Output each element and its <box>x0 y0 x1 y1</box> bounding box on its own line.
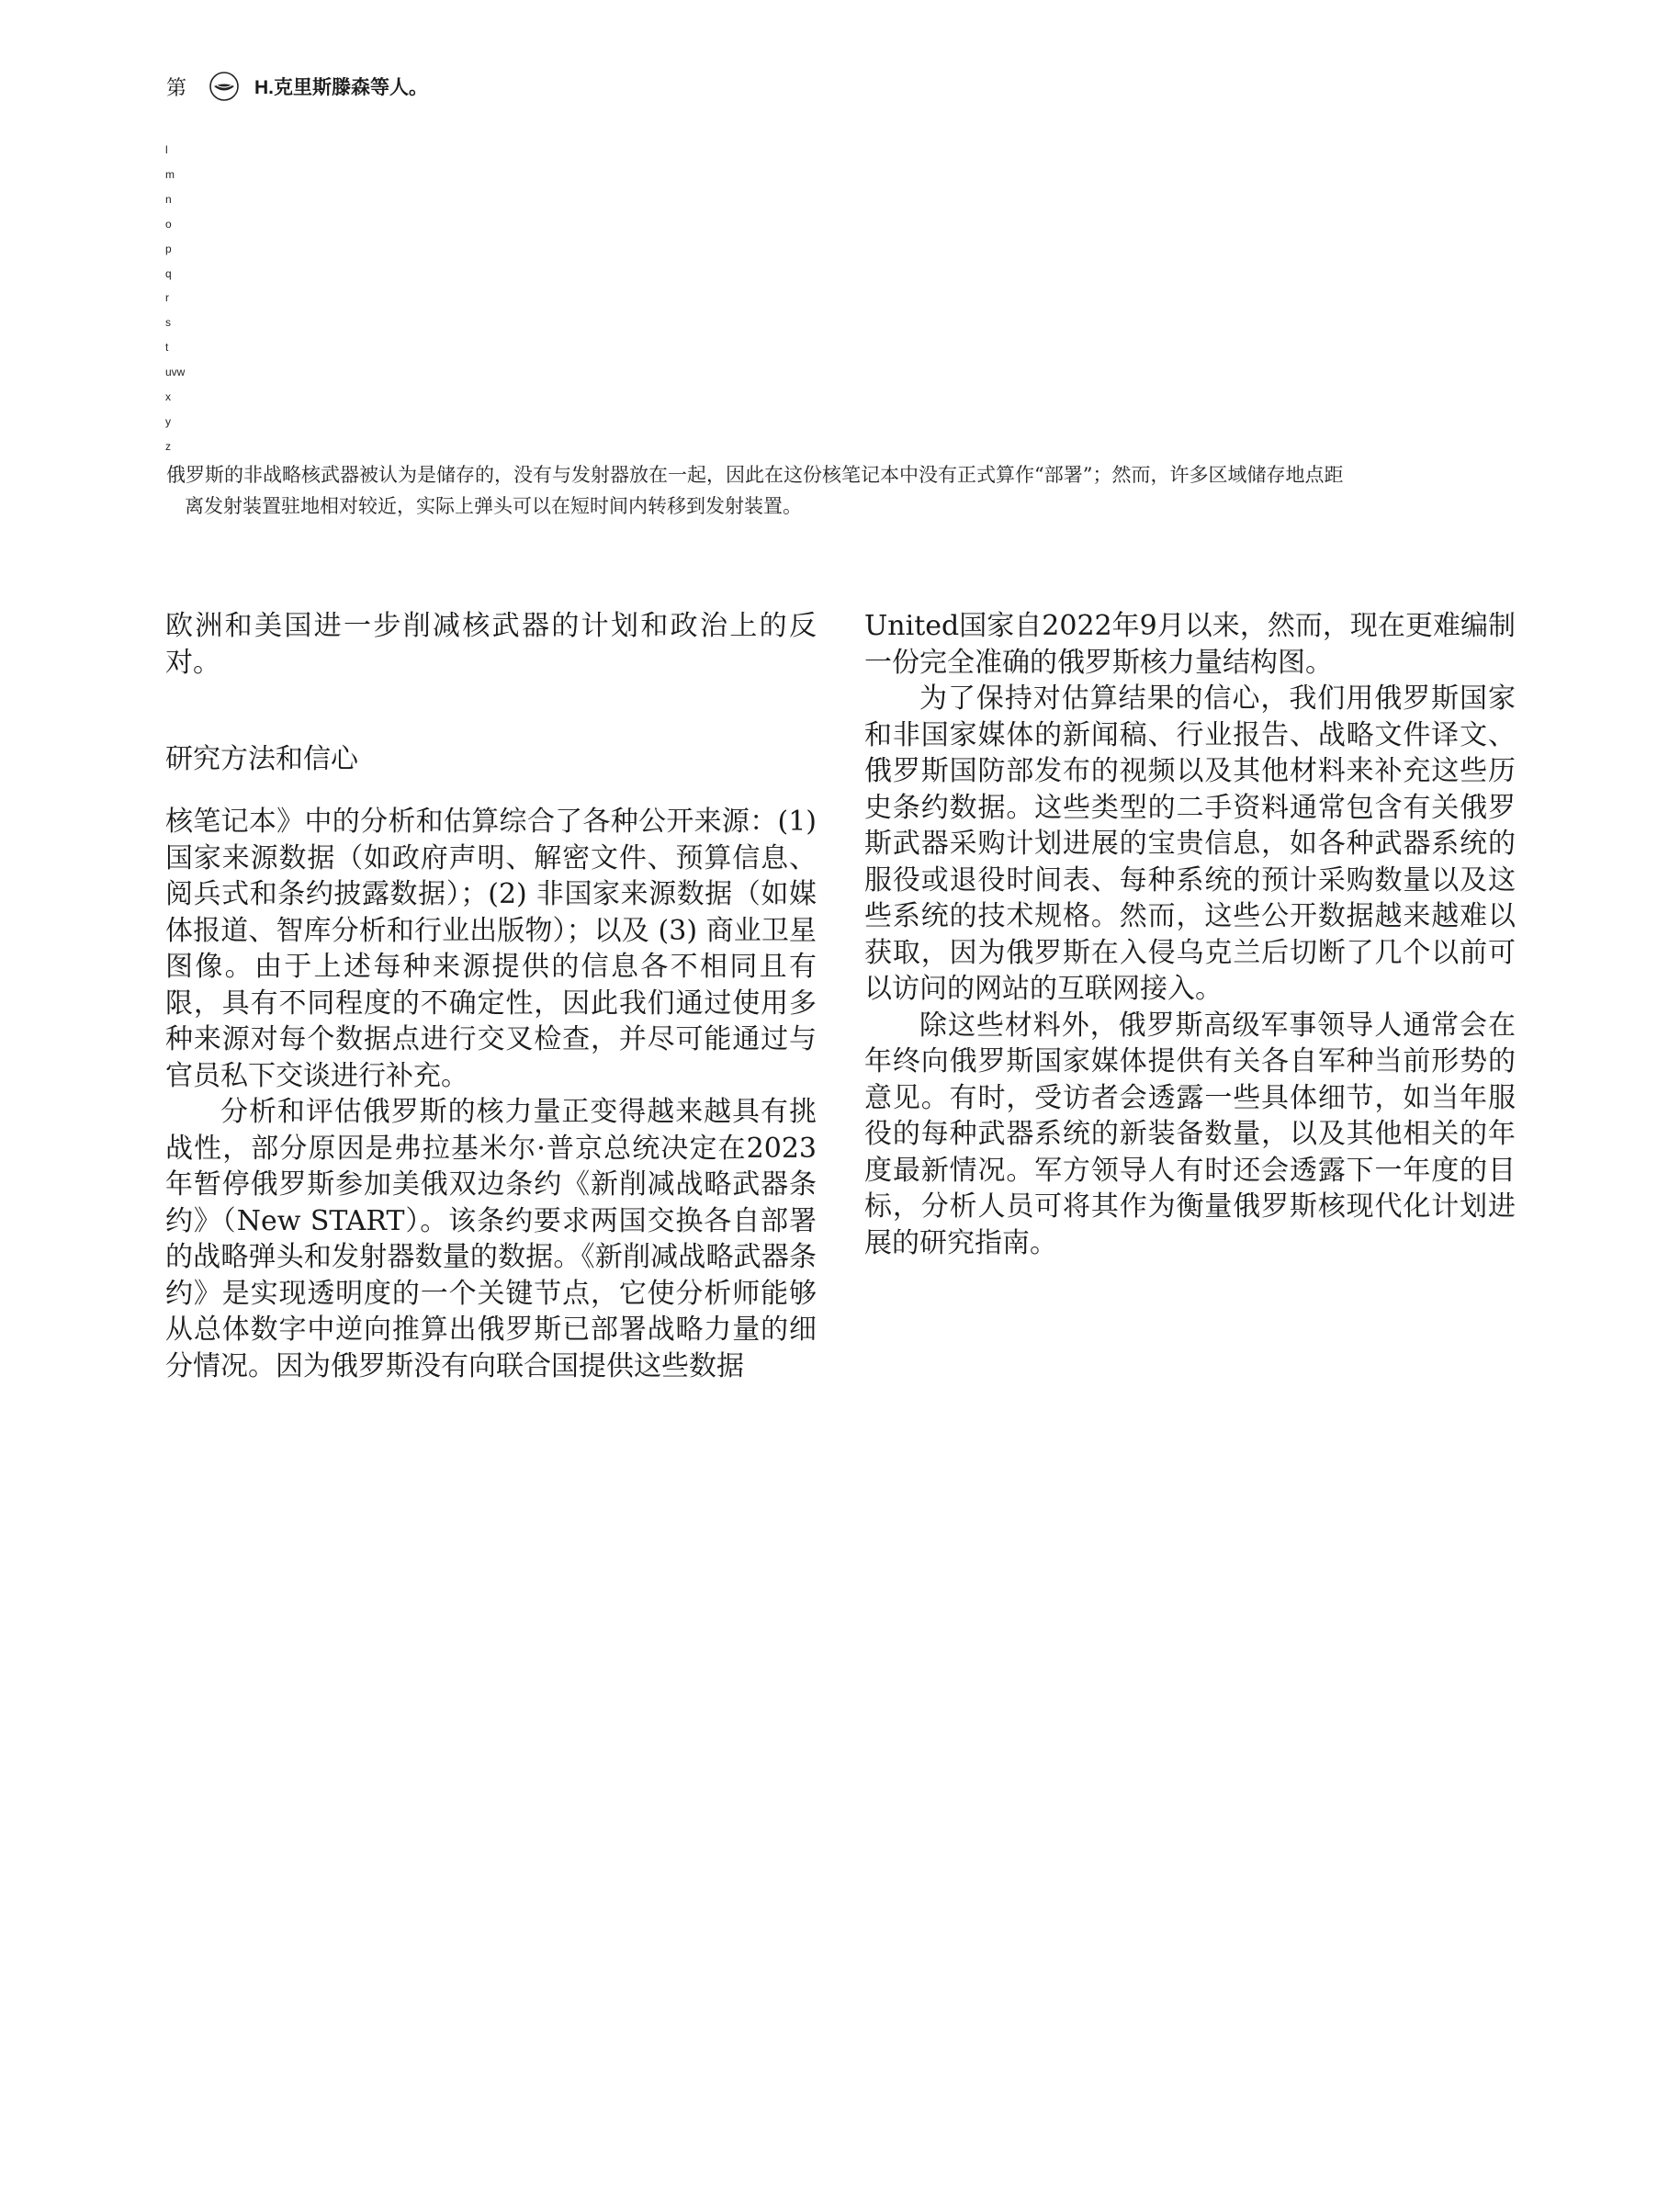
letter-item: l <box>165 143 168 156</box>
section-heading: 研究方法和信心 <box>165 743 358 775</box>
body-paragraph: 除这些材料外，俄罗斯高级军事领导人通常会在年终向俄罗斯国家媒体提供有关各自军种当前形势的意见。有时，受访者会透露一些具体细节，如当年服役的每种武器系统的新装备数量，以及其他相关的年度最新情况。军方领导人有时还会透露下一年度的目标，分析人员可将其作为衡量俄罗斯核现代化计划进展的研究指南。 <box>864 1009 1516 1259</box>
letter-item: t <box>165 341 169 355</box>
letter-item: s <box>165 316 171 330</box>
body-paragraph: 分析和评估俄罗斯的核力量正变得越来越具有挑战性，部分原因是弗拉基米尔·普京总统决定在2023年暂停俄罗斯参加美俄双边条约《新削减战略武器条约》（New START）。该条约要求两国交换各自部署的战略弹头和发射器数量的数据。《新削减战略武器条约》是实现透明度的一个关键节点，它使分析师能够从总体数字中逆向推算出俄罗斯已部署战略力量的细分情况。因为俄罗斯没有向联合国提供这些数据 <box>165 1096 817 1382</box>
body-paragraph: 为了保持对估算结果的信心，我们用俄罗斯国家和非国家媒体的新闻稿、行业报告、战略文件译文、俄罗斯国防部发布的视频以及其他材料来补充这些历史条约数据。这些类型的二手资料通常包含有关俄罗斯武器采购计划进展的宝贵信息，如各种武器系统的服役或退役时间表、每种系统的预计采购数量以及这些系统的技术规格。然而，这些公开数据越来越难以获取，因为俄罗斯在入侵乌克兰后切断了几个以前可以访问的网站的互联网接入。 <box>864 682 1516 1005</box>
letter-item: z <box>165 439 171 453</box>
running-header <box>166 70 428 103</box>
continued-paragraph: United国家自2022年9月以来，然而，现在更难编制一份完全准确的俄罗斯核力量结构图。 <box>864 610 1516 679</box>
letter-item: q <box>165 266 172 280</box>
letter-list <box>165 138 185 459</box>
letter-item: m <box>165 167 175 181</box>
body-paragraph: 核笔记本》中的分析和估算综合了各种公开来源：(1) 国家来源数据（如政府声明、解密文件、预算信息、阅兵式和条约披露数据）；(2) 非国家来源数据（如媒体报道、智库分析和行业出版物）；以及 (3) 商业卫星图像。由于上述每种来源提供的信息各不相同且有限，具有不同程度的不确定性，因此我们通过使用多种来源对每个数据点进行交叉检查，并尽可能通过与官员私下交谈进行补充。 <box>165 806 817 1092</box>
left-column <box>165 608 817 1384</box>
letter-item: n <box>165 192 172 206</box>
right-column <box>864 608 1516 1261</box>
letter-item: x <box>165 390 171 404</box>
journal-logo-icon <box>209 71 240 102</box>
figure-caption <box>166 459 1517 522</box>
letter-item: y <box>165 414 171 428</box>
letter-item: r <box>165 291 169 305</box>
letter-item: o <box>165 217 172 231</box>
caption-line-2: 离发射装置驻地相对较近，实际上弹头可以在短时间内转移到发射装置。 <box>185 495 802 517</box>
caption-line-1: 俄罗斯的非战略核武器被认为是储存的，没有与发射器放在一起，因此在这份核笔记本中没有正式算作“部署”；然而，许多区域储存地点距 <box>166 464 1344 486</box>
continued-paragraph: 欧洲和美国进一步削减核武器的计划和政治上的反对。 <box>165 610 817 679</box>
letter-item: p <box>165 242 172 255</box>
page-label: 第 <box>166 76 187 100</box>
letter-item: uvw <box>165 366 186 379</box>
running-authors: H.克里斯滕森等人。 <box>254 77 429 98</box>
